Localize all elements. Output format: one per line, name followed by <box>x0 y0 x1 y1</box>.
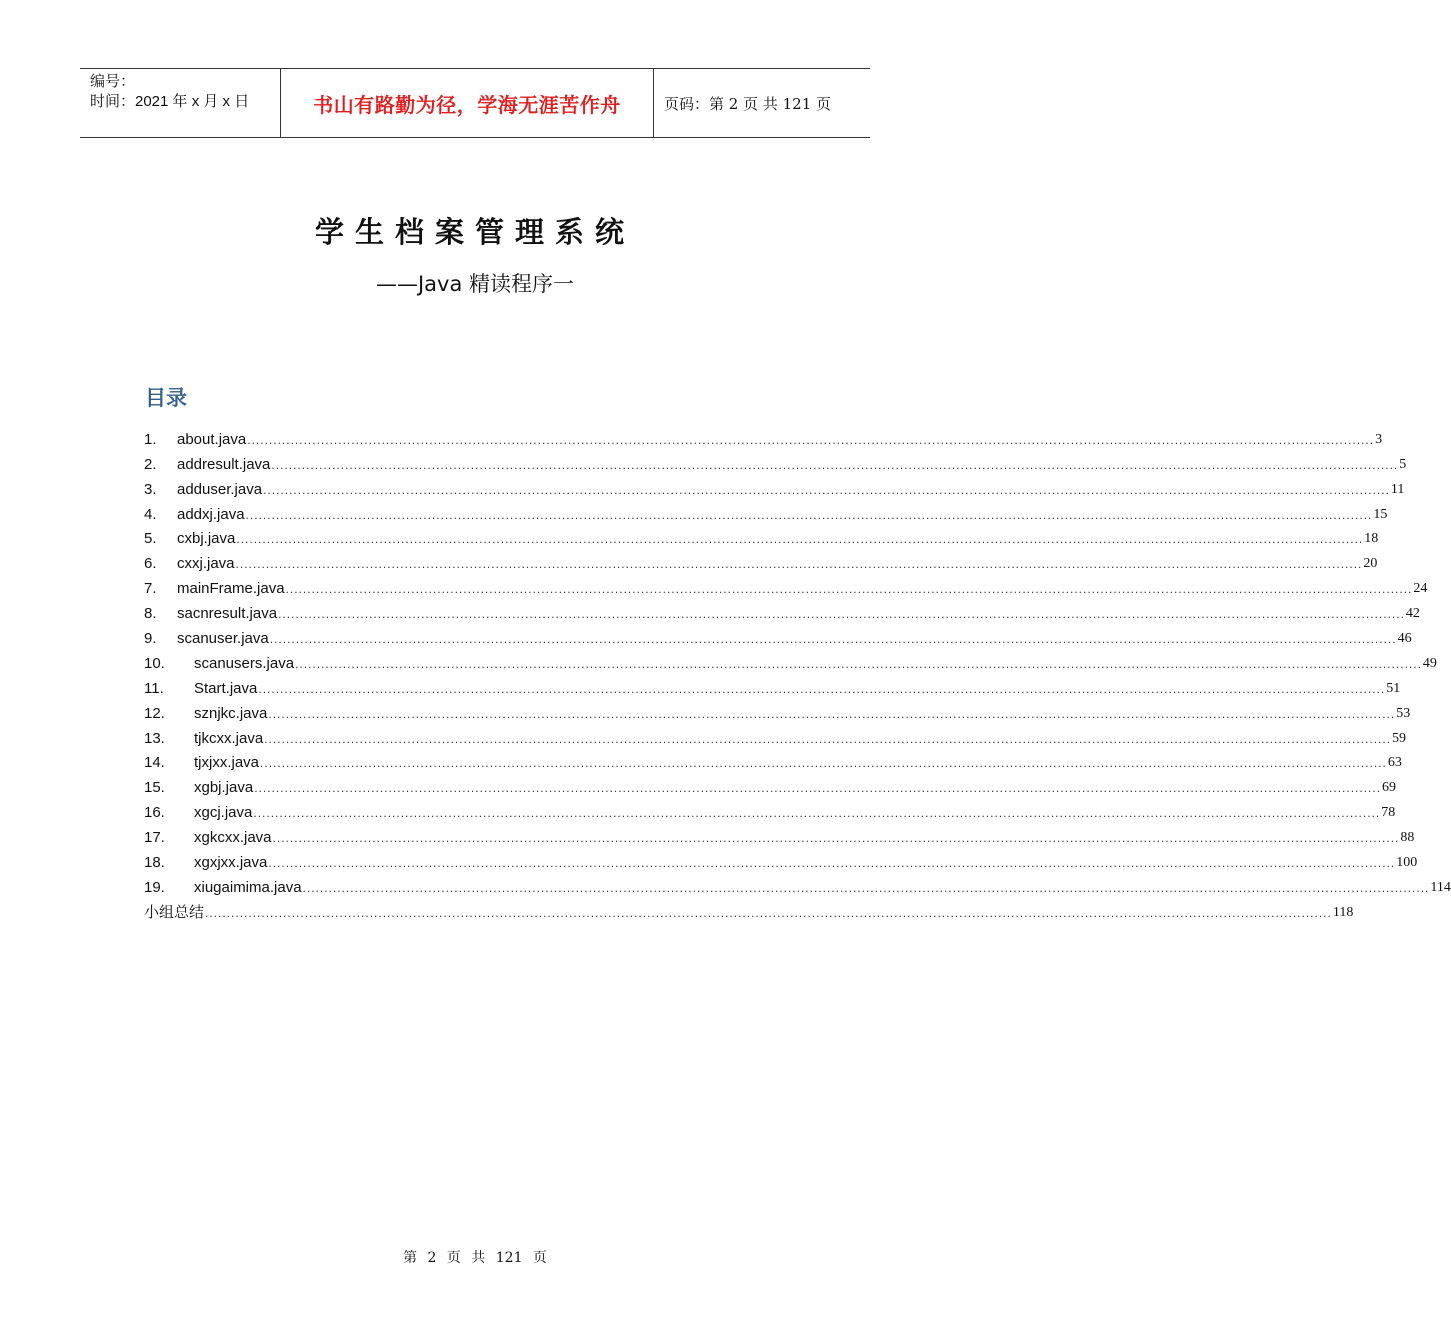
toc-entry-number: 10. <box>144 654 165 672</box>
toc-entry-page: 53 <box>1396 705 1411 721</box>
toc-entry-label: xiugaimima.java <box>194 878 302 896</box>
toc-entry-number: 13. <box>144 729 165 747</box>
toc-entry-page: 88 <box>1400 830 1415 846</box>
toc-entry[interactable] <box>144 549 1378 574</box>
toc-entry-page: 24 <box>1413 581 1428 597</box>
toc-dot-leader: .................................................................................................................................................................................................................................................................... <box>264 731 1392 746</box>
motto-text: 书山有路勤为径，学海无涯苦作舟 <box>313 92 621 117</box>
toc-entry-page: 15 <box>1373 506 1388 522</box>
toc-entry-number: 15. <box>144 779 165 797</box>
toc-entry[interactable] <box>144 425 1383 450</box>
toc-entry[interactable] <box>144 525 1379 550</box>
header-motto-cell <box>281 69 654 137</box>
toc-entry-page: 5 <box>1399 456 1407 472</box>
toc-entry[interactable] <box>144 674 1401 699</box>
toc-entry-number: 9. <box>144 630 157 648</box>
toc-entry[interactable] <box>144 749 1402 774</box>
toc-entry-number: 4. <box>144 505 157 523</box>
toc-dot-leader: .................................................................................................................................................................................................................................................................... <box>285 582 1413 597</box>
toc-entry-number: 11. <box>144 679 164 697</box>
toc-entry-page: 69 <box>1382 780 1397 796</box>
toc-dot-leader: .................................................................................................................................................................................................................................................................... <box>302 880 1430 895</box>
toc-entry-label: sznjkc.java <box>194 704 268 722</box>
toc-entry-page: 118 <box>1332 904 1354 920</box>
toc-entry[interactable] <box>144 649 1437 674</box>
toc-entry-label: Start.java <box>194 679 258 697</box>
toc-entry-label: addresult.java <box>177 455 271 473</box>
toc-dot-leader: .................................................................................................................................................................................................................................................................... <box>260 756 1387 771</box>
toc-entry[interactable] <box>144 475 1405 500</box>
number-label: 编号： <box>90 73 136 90</box>
toc-entry-label: tjxjxx.java <box>194 754 260 772</box>
toc-entry-page: 20 <box>1363 556 1378 572</box>
toc-entry-label: cxxj.java <box>177 555 235 573</box>
toc-entry[interactable] <box>144 773 1397 798</box>
toc-entry[interactable] <box>144 848 1418 873</box>
toc-entry[interactable] <box>144 823 1415 848</box>
toc-entry[interactable] <box>144 873 1451 898</box>
toc-entry-number: 12. <box>144 704 165 722</box>
toc-dot-leader: .................................................................................................................................................................................................................................................................... <box>247 432 1375 447</box>
toc-dot-leader: .................................................................................................................................................................................................................................................................... <box>245 507 1373 522</box>
toc-entry[interactable] <box>144 599 1420 624</box>
toc-dot-leader: .................................................................................................................................................................................................................................................................... <box>254 781 1382 796</box>
toc-entry[interactable] <box>144 699 1411 724</box>
toc-entry-label: cxbj.java <box>177 530 236 548</box>
toc-dot-leader: .................................................................................................................................................................................................................................................................... <box>263 482 1390 497</box>
toc-dot-leader: .................................................................................................................................................................................................................................................................... <box>278 607 1405 622</box>
toc-entry-label: xgxjxx.java <box>194 854 268 872</box>
toc-entry-page: 46 <box>1397 631 1412 647</box>
toc-entry-page: 59 <box>1392 730 1407 746</box>
toc-entry-label: addxj.java <box>177 505 245 523</box>
toc-heading: 目录 <box>145 386 187 410</box>
toc-entry-number: 8. <box>144 605 157 623</box>
toc-entry-page: 11 <box>1390 481 1405 497</box>
toc-dot-leader: .................................................................................................................................................................................................................................................................... <box>236 532 1364 547</box>
toc-entry-page: 51 <box>1386 680 1401 696</box>
toc-entry-page: 78 <box>1381 805 1396 821</box>
toc-entry[interactable] <box>144 500 1388 525</box>
table-of-contents <box>144 425 1451 923</box>
toc-entry-number: 7. <box>144 580 157 598</box>
toc-entry-label: mainFrame.java <box>177 580 285 598</box>
toc-entry-page: 18 <box>1364 531 1379 547</box>
toc-entry-label: xgbj.java <box>194 779 254 797</box>
toc-entry-label: 小组总结 <box>144 903 205 921</box>
toc-entry-number: 14. <box>144 754 165 772</box>
toc-entry-label: about.java <box>177 430 247 448</box>
toc-entry[interactable] <box>144 724 1407 749</box>
toc-entry[interactable] <box>144 450 1407 475</box>
toc-entry-label: scanuser.java <box>177 630 269 648</box>
toc-dot-leader: .................................................................................................................................................................................................................................................................... <box>268 706 1396 721</box>
toc-dot-leader: .................................................................................................................................................................................................................................................................... <box>258 681 1386 696</box>
toc-dot-leader: .................................................................................................................................................................................................................................................................... <box>269 632 1397 647</box>
toc-entry-number: 17. <box>144 829 165 847</box>
toc-entry[interactable] <box>144 898 1354 923</box>
toc-entry-number: 18. <box>144 854 165 872</box>
page-info-text: 页码：第 2 页 共 121 页 <box>664 94 832 113</box>
page-header <box>80 68 870 138</box>
toc-dot-leader: .................................................................................................................................................................................................................................................................... <box>272 831 1400 846</box>
toc-entry-number: 1. <box>144 430 157 448</box>
toc-entry-page: 49 <box>1422 655 1437 671</box>
toc-entry-page: 42 <box>1405 606 1420 622</box>
toc-dot-leader: .................................................................................................................................................................................................................................................................... <box>253 806 1381 821</box>
toc-entry-label: adduser.java <box>177 480 263 498</box>
toc-entry-number: 6. <box>144 555 157 573</box>
header-left-cell <box>80 69 281 137</box>
toc-entry-page: 100 <box>1396 855 1418 871</box>
toc-entry-number: 3. <box>144 480 157 498</box>
document-title: 学生档案管理系统 <box>314 215 635 249</box>
toc-dot-leader: .................................................................................................................................................................................................................................................................... <box>295 656 1422 671</box>
toc-dot-leader: .................................................................................................................................................................................................................................................................... <box>268 856 1396 871</box>
toc-dot-leader: .................................................................................................................................................................................................................................................................... <box>205 905 1332 920</box>
toc-entry-page: 114 <box>1430 879 1451 895</box>
toc-entry-label: scanusers.java <box>194 654 295 672</box>
toc-entry-number: 16. <box>144 804 165 822</box>
header-page-info-cell <box>654 69 870 137</box>
toc-dot-leader: .................................................................................................................................................................................................................................................................... <box>271 457 1399 472</box>
page-footer: 第 2 页 共 121 页 <box>403 1250 547 1266</box>
toc-entry-page: 63 <box>1387 755 1402 771</box>
toc-entry-label: xgcj.java <box>194 804 253 822</box>
toc-entry-number: 2. <box>144 455 157 473</box>
toc-entry-number: 19. <box>144 878 165 896</box>
toc-entry-page: 3 <box>1375 431 1383 447</box>
time-label: 时间：2021 年 x 月 x 日 <box>90 93 250 110</box>
toc-entry[interactable] <box>144 798 1396 823</box>
toc-dot-leader: .................................................................................................................................................................................................................................................................... <box>235 557 1363 572</box>
document-subtitle: ——Java 精读程序一 <box>375 272 575 296</box>
toc-entry-label: sacnresult.java <box>177 605 278 623</box>
toc-entry-number: 5. <box>144 530 157 548</box>
toc-entry-label: xgkcxx.java <box>194 829 272 847</box>
toc-entry[interactable] <box>144 624 1412 649</box>
toc-entry[interactable] <box>144 574 1428 599</box>
toc-entry-label: tjkcxx.java <box>194 729 264 747</box>
